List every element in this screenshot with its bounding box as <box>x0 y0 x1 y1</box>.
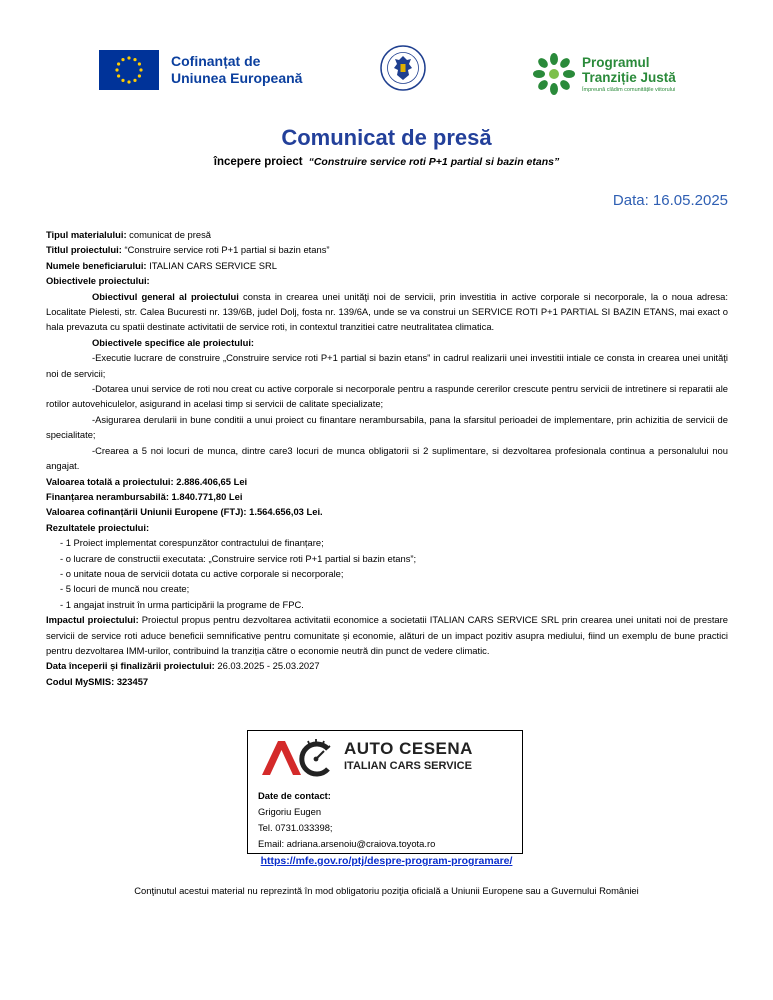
eu-flag-icon <box>99 50 159 90</box>
valoare-totala: Valoarea totală a proiectului: 2.886.406,65 Lei <box>46 475 248 487</box>
auto-cesena-logo-icon <box>258 737 338 777</box>
obiectiv-general-text: consta in crearea unei unităţi noi de servicii, prin investitia in active corporale si necorporale, la o noua adresa: Localitate Pielesti, str. Calea Bucuresti nr. 139/6B, judel Dolj, fosta nr. 139/6A, unde se va construi un SERVICE ROTI P+1 PARTIAL SI BAZIN ETANS, mai exact o hala prevazuta cu spatii destinate activitatii de service roti, in contextul tranzitiei catre neutralitatea climatica. <box>46 290 728 333</box>
data-proiect-label: Data începerii și finalizării proiectului: <box>46 660 215 672</box>
obiectiv-specific-item: -Executie lucrare de construire „Construire service roti P+1 partial si bazin etans” in cadrul realizarii unei investitii intiale ce consta in crearea unei unităţi noi de servicii; <box>46 352 728 379</box>
rezultat-item: - o unitate noua de servicii dotata cu active corporale si necorporale; <box>60 567 344 579</box>
page-subtitle <box>0 156 773 168</box>
mysmis-value: 323457 <box>114 675 149 687</box>
rezultat-item: - 5 locuri de muncă nou create; <box>60 583 190 595</box>
eu-text-line2: Uniunea Europeană <box>171 70 303 86</box>
impact-text: Proiectul propus pentru dezvoltarea activitatii economice a societatii ITALIAN CARS SERVICE SRL prin crearea unei unitati noi de prestare servicii de service roti aduce beneficii semnificative pentru comunitate și economie, alături de un impact pozitiv asupra mediului, fiind un exemplu de bune practici pentru dezvoltarea IMM-urilor, contribuind la tranziția către o economie neutră din punct de vedere climatic. <box>46 614 728 656</box>
press-date: Data: 16.05.2025 <box>612 192 728 209</box>
contact-box <box>247 730 523 854</box>
subtitle-quote: “Construire service roti P+1 partial si bazin etans” <box>308 156 560 168</box>
subtitle-lead: începere proiect <box>213 156 303 168</box>
brand-name: AUTO CESENA <box>344 739 473 758</box>
impact-label: Impactul proiectului: <box>46 614 139 626</box>
ptj-title-line1: Programul <box>582 55 650 70</box>
obiectiv-specific-item: -Crearea a 5 noi locuri de munca, dintre care3 locuri de munca obligatorii si 2 suplimentare, si dezvoltarea profesionala continua a personalului nou angajat. <box>46 444 728 472</box>
finantare-nerambursabila: Finanțarea nerambursabilă: 1.840.771,80 Lei <box>46 490 243 502</box>
contact-label: Date de contact: <box>258 790 331 801</box>
mysmis-label: Codul MySMIS: <box>46 675 115 687</box>
valoare-cofinantare: Valoarea cofinanțării Uniunii Europene (FTJ): 1.564.656,03 Lei. <box>46 506 323 518</box>
contact-email: Email: adriana.arsenoiu@craiova.toyota.ro <box>258 838 436 849</box>
tip-value: comunicat de presă <box>126 229 211 240</box>
beneficiar-label: Numele beneficiarului: <box>46 259 147 271</box>
eu-cofinanced-logo <box>99 50 302 90</box>
obiective-label: Obiectivele proiectului: <box>46 275 150 287</box>
obiectiv-specific-item: -Dotarea unui service de roti nou creat cu active corporale si necorporale pentru a raspunde cererilor crescute pentru servicii de intretinere si reparatii ale rotilor autovehiculelor, asigurand in acelasi timp si servicii de calitate specializate; <box>46 383 728 410</box>
titlu-value: “Construire service roti P+1 partial si bazin etans” <box>121 244 330 256</box>
contact-phone: Tel. 0731.033398; <box>258 822 333 833</box>
ptj-leaf-icon <box>532 52 576 96</box>
rezultate-label: Rezultatele proiectului: <box>46 521 150 533</box>
obiectiv-specific-item: -Asigurarea derularii in bune conditii a unui proiect cu finantare nerambursabila, pana la sfarsitul perioadei de implementare, prin achizitia de servicii de specialitate; <box>46 413 728 441</box>
disclaimer: Conţinutul acestui material nu reprezintă în mod obligatoriu poziţia oficială a Uniunii Europene sau a Guvernului României <box>134 885 639 896</box>
ptj-tagline: Împreună clădim comunitățile viitorului <box>582 87 676 93</box>
contact-name: Grigoriu Eugen <box>258 806 322 817</box>
press-body <box>46 227 728 689</box>
eu-text-line1: Cofinanțat de <box>171 53 261 69</box>
obiective-specifice-label: Obiectivele specifice ale proiectului: <box>92 336 255 348</box>
data-proiect-value: 26.03.2025 - 25.03.2027 <box>214 660 320 672</box>
guvernul-romaniei-seal-icon <box>380 45 426 91</box>
page-title: Comunicat de presă <box>281 125 492 150</box>
program-link[interactable]: https://mfe.gov.ro/ptj/despre-program-programare/ <box>260 855 513 867</box>
rezultat-item: - 1 Proiect implementat corespunzător contractului de finanțare; <box>60 537 324 549</box>
brand-subtitle: ITALIAN CARS SERVICE <box>344 760 472 772</box>
obiectiv-general-label: Obiectivul general al proiectului <box>92 290 239 302</box>
ptj-logo <box>532 52 676 96</box>
rezultat-item: - o lucrare de constructii executata: „Construire service roti P+1 partial si bazin etans”; <box>60 552 417 564</box>
titlu-label: Titlul proiectului: <box>46 244 122 256</box>
tip-label: Tipul materialului: <box>46 229 127 240</box>
ptj-title-line2: Tranziție Justă <box>582 70 676 85</box>
beneficiar-value: ITALIAN CARS SERVICE SRL <box>146 259 277 271</box>
rezultat-item: - 1 angajat instruit în urma participării la programe de FPC. <box>60 598 304 610</box>
